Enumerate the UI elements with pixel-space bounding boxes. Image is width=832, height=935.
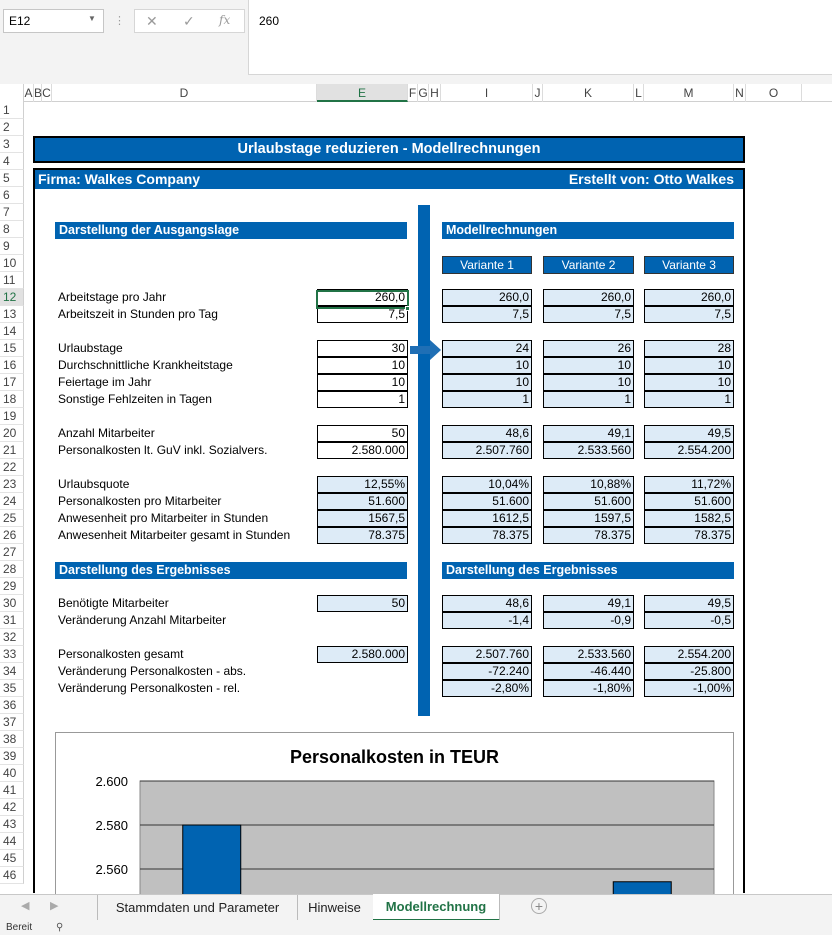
column-header-d[interactable]: D [52, 84, 317, 102]
row-header-26[interactable]: 26 [0, 527, 24, 544]
variant-1-cell[interactable]: 48,6 [442, 595, 532, 612]
row-header-36[interactable]: 36 [0, 697, 24, 714]
column-header-c[interactable]: C [42, 86, 51, 100]
chart-title: Personalkosten in TEUR [289, 747, 500, 767]
row-label: Anwesenheit pro Mitarbeiter in Stunden [58, 511, 269, 525]
status-bar [0, 920, 832, 935]
row-header-20[interactable]: 20 [0, 425, 24, 442]
variant-2-cell[interactable]: -46.440 [543, 663, 634, 680]
row-header-13[interactable]: 13 [0, 306, 24, 323]
variant-1-cell[interactable]: 51.600 [442, 493, 532, 510]
section-heading-start[interactable]: Darstellung der Ausgangslage [55, 222, 407, 239]
row-header-19[interactable]: 19 [0, 408, 24, 425]
chart-plot [56, 733, 733, 911]
company-label[interactable]: Firma: Walkes Company [38, 171, 201, 187]
base-value-cell[interactable]: 1567,5 [317, 510, 408, 527]
column-header-l[interactable]: L [634, 84, 644, 102]
row-header-35[interactable]: 35 [0, 680, 24, 697]
chart-area[interactable] [55, 732, 734, 912]
row-header-2[interactable]: 2 [0, 119, 24, 136]
header-band [35, 170, 743, 189]
row-header-22[interactable]: 22 [0, 459, 24, 476]
row-header-3[interactable]: 3 [0, 136, 24, 153]
row-header-24[interactable]: 24 [0, 493, 24, 510]
row-header-37[interactable]: 37 [0, 714, 24, 731]
tab-modellrechnung[interactable]: Modellrechnung [373, 894, 500, 922]
chevron-down-icon[interactable]: ▼ [88, 14, 96, 23]
row-header-10[interactable]: 10 [0, 255, 24, 272]
variant-header-1[interactable]: Variante 1 [442, 256, 532, 274]
row-header-1[interactable]: 1 [0, 102, 24, 119]
variant-1-cell[interactable]: 10 [442, 374, 532, 391]
row-header-17[interactable]: 17 [0, 374, 24, 391]
row-header-27[interactable]: 27 [0, 544, 24, 561]
base-value-cell[interactable]: 7,5 [317, 306, 408, 323]
column-header-a[interactable]: A [24, 86, 33, 100]
variant-3-cell[interactable]: 49,5 [644, 595, 734, 612]
variant-2-cell[interactable]: -1,80% [543, 680, 634, 697]
row-header-33[interactable]: 33 [0, 646, 24, 663]
variant-1-cell[interactable]: 1612,5 [442, 510, 532, 527]
row-label: Urlaubstage [58, 341, 123, 355]
row-header-6[interactable]: 6 [0, 187, 24, 204]
row-header-21[interactable]: 21 [0, 442, 24, 459]
variant-3-cell[interactable]: 78.375 [644, 527, 734, 544]
variant-3-cell[interactable]: 2.554.200 [644, 442, 734, 459]
variant-2-cell[interactable]: 1 [543, 391, 634, 408]
base-value-cell[interactable]: 10 [317, 374, 408, 391]
variant-2-cell[interactable]: 10 [543, 357, 634, 374]
variant-3-cell[interactable]: 260,0 [644, 289, 734, 306]
sheet-title[interactable]: Urlaubstage reduzieren - Modellrechnungen [33, 136, 745, 163]
selected-cell-outline [316, 290, 409, 309]
row-header-23[interactable]: 23 [0, 476, 24, 493]
variant-2-cell[interactable]: 7,5 [543, 306, 634, 323]
select-all-corner[interactable] [0, 84, 24, 102]
variant-1-cell[interactable]: 10,04% [442, 476, 532, 493]
section-heading-result-right[interactable]: Darstellung des Ergebnisses [442, 562, 734, 579]
variant-3-cell[interactable]: 2.554.200 [644, 646, 734, 663]
column-header-i[interactable]: I [441, 84, 533, 102]
variant-1-cell[interactable]: 48,6 [442, 425, 532, 442]
created-by-label[interactable]: Erstellt von: Otto Walkes [568, 171, 734, 187]
base-value-cell[interactable]: 78.375 [317, 527, 408, 544]
row-header-38[interactable]: 38 [0, 731, 24, 748]
variant-2-cell[interactable]: 49,1 [543, 595, 634, 612]
variant-1-cell[interactable]: 2.507.760 [442, 646, 532, 663]
vertical-divider [418, 205, 430, 716]
variant-1-cell[interactable]: 10 [442, 357, 532, 374]
scroll-right-icon[interactable]: ▶ [50, 900, 59, 912]
variant-1-cell[interactable]: 24 [442, 340, 532, 357]
row-label: Anzahl Mitarbeiter [58, 426, 155, 440]
base-value-cell[interactable]: 2.580.000 [317, 442, 408, 459]
variant-3-cell[interactable]: 49,5 [644, 425, 734, 442]
row-label: Veränderung Personalkosten - rel. [58, 681, 241, 695]
row-header-46[interactable]: 46 [0, 867, 24, 884]
variant-2-cell[interactable]: 10,88% [543, 476, 634, 493]
row-header-5[interactable]: 5 [0, 170, 24, 187]
row-header-15[interactable]: 15 [0, 340, 24, 357]
base-value-cell[interactable]: 50 [317, 595, 408, 612]
tab-stammdaten[interactable]: Stammdaten und Parameter [97, 895, 298, 920]
row-header-25[interactable]: 25 [0, 510, 24, 527]
formula-input[interactable]: 260 [248, 0, 832, 75]
variant-3-cell[interactable]: 51.600 [644, 493, 734, 510]
variant-2-cell[interactable]: 2.533.560 [543, 442, 634, 459]
base-value-cell[interactable]: 50 [317, 425, 408, 442]
section-heading-models[interactable]: Modellrechnungen [442, 222, 734, 239]
row-header-7[interactable]: 7 [0, 204, 24, 221]
variant-3-cell[interactable]: -0,5 [644, 612, 734, 629]
section-heading-result-left[interactable]: Darstellung des Ergebnisses [55, 562, 407, 579]
variant-3-cell[interactable]: 7,5 [644, 306, 734, 323]
variant-3-cell[interactable]: 10 [644, 357, 734, 374]
cancel-icon[interactable]: ✕ [146, 13, 158, 29]
row-label: Durchschnittliche Krankheitstage [58, 358, 233, 372]
variant-3-cell[interactable]: 1 [644, 391, 734, 408]
add-sheet-icon[interactable]: + [531, 898, 547, 914]
row-label: Sonstige Fehlzeiten in Tagen [58, 392, 212, 406]
row-label: Personalkosten lt. GuV inkl. Sozialvers. [58, 443, 268, 457]
accessibility-icon[interactable]: ⚲ [56, 922, 64, 933]
row-label: Veränderung Personalkosten - abs. [58, 664, 247, 678]
row-header-4[interactable]: 4 [0, 153, 24, 170]
variant-3-cell[interactable]: 28 [644, 340, 734, 357]
variant-1-cell[interactable]: 7,5 [442, 306, 532, 323]
variant-3-cell[interactable]: -25.800 [644, 663, 734, 680]
row-header-41[interactable]: 41 [0, 782, 24, 799]
row-header-28[interactable]: 28 [0, 561, 24, 578]
y-tick-label: 2.560 [95, 862, 128, 877]
row-label: Arbeitszeit in Stunden pro Tag [58, 307, 218, 321]
variant-2-cell[interactable]: 1597,5 [543, 510, 634, 527]
variant-header-3[interactable]: Variante 3 [644, 256, 734, 274]
row-label: Personalkosten pro Mitarbeiter [58, 494, 222, 508]
column-header-k[interactable]: K [543, 84, 634, 102]
variant-2-cell[interactable]: 49,1 [543, 425, 634, 442]
base-value-cell[interactable]: 260,0 [317, 289, 408, 306]
row-header-12[interactable]: 12 [0, 289, 24, 306]
y-tick-label: 2.600 [95, 774, 128, 789]
column-header-h[interactable]: H [429, 84, 441, 102]
row-label: Arbeitstage pro Jahr [58, 290, 167, 304]
formula-buttons [134, 9, 245, 33]
variant-2-cell[interactable]: 260,0 [543, 289, 634, 306]
row-header-9[interactable]: 9 [0, 238, 24, 255]
column-header-f[interactable]: F [408, 86, 417, 100]
arrow-right-icon [410, 340, 442, 360]
variant-2-cell[interactable]: -0,9 [543, 612, 634, 629]
column-header-e[interactable]: E [317, 84, 408, 102]
variant-2-cell[interactable]: 2.533.560 [543, 646, 634, 663]
row-header-43[interactable]: 43 [0, 816, 24, 833]
row-label: Personalkosten gesamt [58, 647, 184, 661]
base-value-cell[interactable]: 10 [317, 357, 408, 374]
row-header-45[interactable]: 45 [0, 850, 24, 867]
row-header-40[interactable]: 40 [0, 765, 24, 782]
fill-handle[interactable] [405, 306, 410, 311]
base-value-cell[interactable]: 2.580.000 [317, 646, 408, 663]
column-header-b[interactable]: B [34, 86, 43, 100]
variant-3-cell[interactable]: 1582,5 [644, 510, 734, 527]
insert-function-icon[interactable]: fx [219, 13, 231, 27]
row-label: Benötigte Mitarbeiter [58, 596, 169, 610]
variant-header-2[interactable]: Variante 2 [543, 256, 634, 274]
scroll-left-icon[interactable]: ◀ [21, 900, 30, 912]
row-header-18[interactable]: 18 [0, 391, 24, 408]
variant-2-cell[interactable]: 51.600 [543, 493, 634, 510]
row-header-34[interactable]: 34 [0, 663, 24, 680]
base-value-cell[interactable]: 30 [317, 340, 408, 357]
variant-3-cell[interactable]: -1,00% [644, 680, 734, 697]
variant-1-cell[interactable]: 260,0 [442, 289, 532, 306]
variant-3-cell[interactable]: 11,72% [644, 476, 734, 493]
variant-2-cell[interactable]: 10 [543, 374, 634, 391]
column-header-m[interactable]: M [644, 84, 734, 102]
variant-2-cell[interactable]: 26 [543, 340, 634, 357]
variant-1-cell[interactable]: 2.507.760 [442, 442, 532, 459]
separator-icon: ⋮ [114, 15, 125, 27]
row-label: Feiertage im Jahr [58, 375, 152, 389]
row-header-42[interactable]: 42 [0, 799, 24, 816]
column-header-j[interactable]: J [533, 84, 543, 102]
row-label: Urlaubsquote [58, 477, 130, 491]
row-label: Anwesenheit Mitarbeiter gesamt in Stunden [58, 528, 291, 542]
base-value-cell[interactable]: 51.600 [317, 493, 408, 510]
tab-hinweise[interactable]: Hinweise [296, 895, 374, 920]
name-box[interactable]: E12 [3, 9, 104, 33]
row-header-30[interactable]: 30 [0, 595, 24, 612]
enter-check-icon[interactable]: ✓ [183, 13, 195, 29]
base-value-cell[interactable]: 12,55% [317, 476, 408, 493]
row-header-44[interactable]: 44 [0, 833, 24, 850]
variant-1-cell[interactable]: -72.240 [442, 663, 532, 680]
variant-1-cell[interactable]: 1 [442, 391, 532, 408]
row-header-39[interactable]: 39 [0, 748, 24, 765]
row-header-32[interactable]: 32 [0, 629, 24, 646]
status-text: Bereit [6, 922, 33, 933]
sheet-tab-bar [0, 894, 832, 920]
row-header-29[interactable]: 29 [0, 578, 24, 595]
variant-2-cell[interactable]: 78.375 [543, 527, 634, 544]
base-value-cell[interactable]: 1 [317, 391, 408, 408]
variant-1-cell[interactable]: -2,80% [442, 680, 532, 697]
row-header-16[interactable]: 16 [0, 357, 24, 374]
row-header-31[interactable]: 31 [0, 612, 24, 629]
row-label: Veränderung Anzahl Mitarbeiter [58, 613, 227, 627]
y-tick-label: 2.580 [95, 818, 128, 833]
variant-1-cell[interactable]: 78.375 [442, 527, 532, 544]
row-header-8[interactable]: 8 [0, 221, 24, 238]
column-header-g[interactable]: G [418, 86, 428, 100]
row-header-11[interactable]: 11 [0, 272, 24, 289]
column-header-o[interactable]: O [746, 84, 802, 102]
column-header-n[interactable]: N [734, 84, 746, 102]
row-header-14[interactable]: 14 [0, 323, 24, 340]
variant-3-cell[interactable]: 10 [644, 374, 734, 391]
variant-1-cell[interactable]: -1,4 [442, 612, 532, 629]
